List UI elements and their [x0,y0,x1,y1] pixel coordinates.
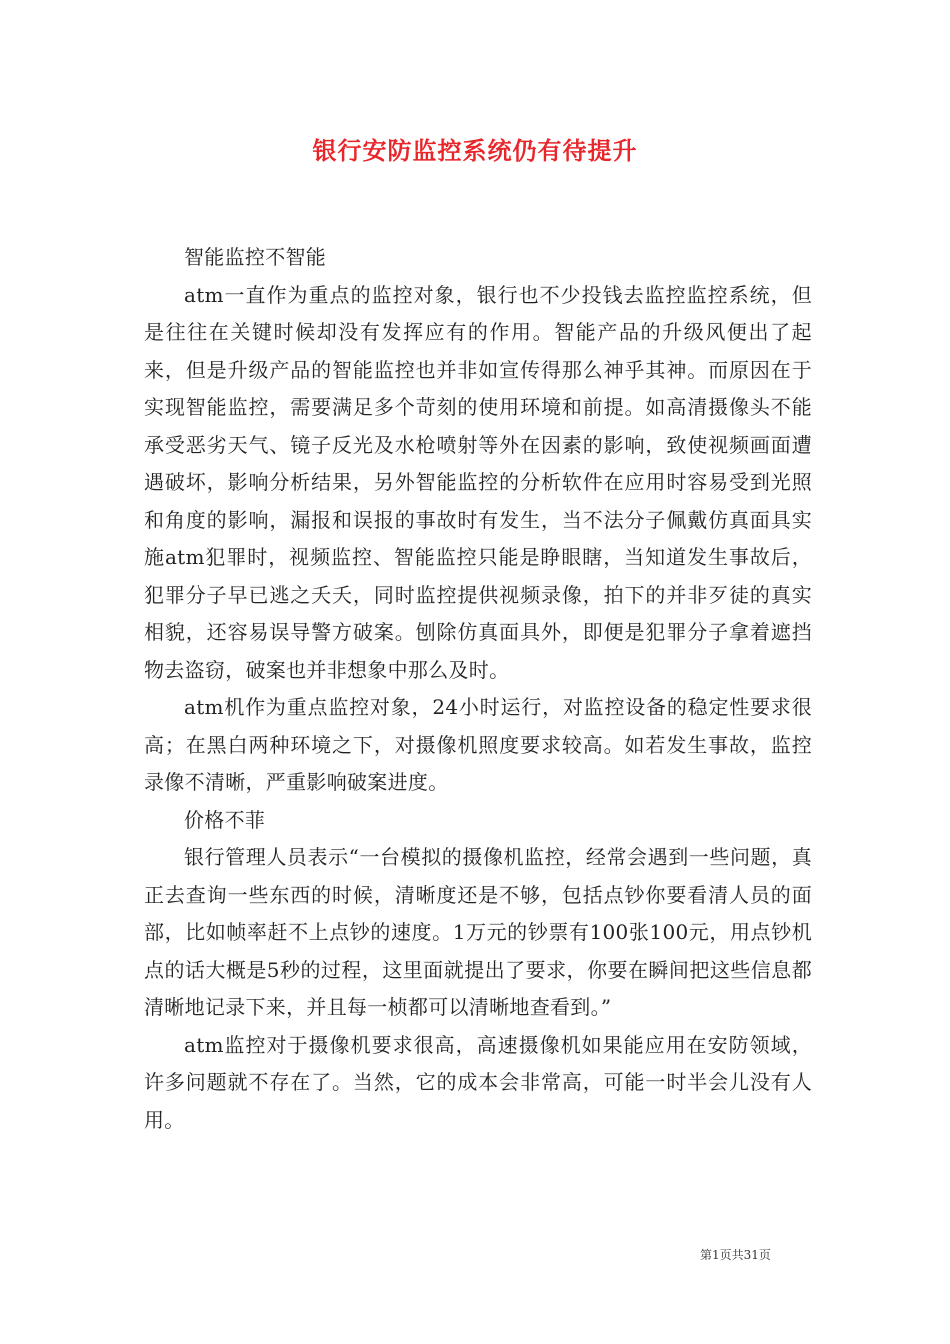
body-paragraph: atm监控对于摄像机要求很高，高速摄像机如果能应用在安防领域，许多问题就不存在了。当然，它的成本会非常高，可能一时半会儿没有人用。 [144,1032,812,1132]
document-title: 银行安防监控系统仍有待提升 [312,136,638,165]
body-paragraph: atm机作为重点监控对象，24小时运行，对监控设备的稳定性要求很高；在黑白两种环境之下，对摄像机照度要求较高。如若发生事故，监控录像不清晰，严重影响破案进度。 [144,695,812,794]
body-paragraph: atm一直作为重点的监控对象，银行也不少投钱去监控监控系统，但是往往在关键时候却没有发挥应有的作用。智能产品的升级风便出了起来，但是升级产品的智能监控也并非如宣传得那么神乎其神。而原因在于实现智能监控，需要满足多个苛刻的使用环境和前提。如高清摄像头不能承受恶劣天气、镜子反光及水枪喷射等外在因素的影响，致使视频画面遭遇破坏，影响分析结果，另外智能监控的分析软件在应用时容易受到光照和角度的影响，漏报和误报的事故时有发生，当不法分子佩戴仿真面具实施atm犯罪时，视频监控、智能监控只能是睁眼瞎，当知道发生事故后，犯罪分子早已逃之夭夭，同时监控提供视频录像，拍下的并非歹徒的真实相貌，还容易误导警方破案。刨除仿真面具外，即便是犯罪分子拿着遮挡物去盗窃，破案也并非想象中那么及时。 [144,282,812,682]
body-paragraph: 银行管理人员表示“一台模拟的摄像机监控，经常会遇到一些问题，真正去查询一些东西的时候，清晰度还是不够，包括点钞你要看清人员的面部，比如帧率赶不上点钞的速度。1万元的钞票有100张100元，用点钞机点的话大概是5秒的过程，这里面就提出了要求，你要在瞬间把这些信息都清晰地记录下来，并且每一桢都可以清晰地查看到。” [144,845,812,1019]
section-heading-price: 价格不菲 [184,807,266,832]
section-heading-smart-monitoring: 智能监控不智能 [184,245,327,269]
page-number: 第1页共31页 [700,1248,771,1262]
document-body [144,239,812,1139]
